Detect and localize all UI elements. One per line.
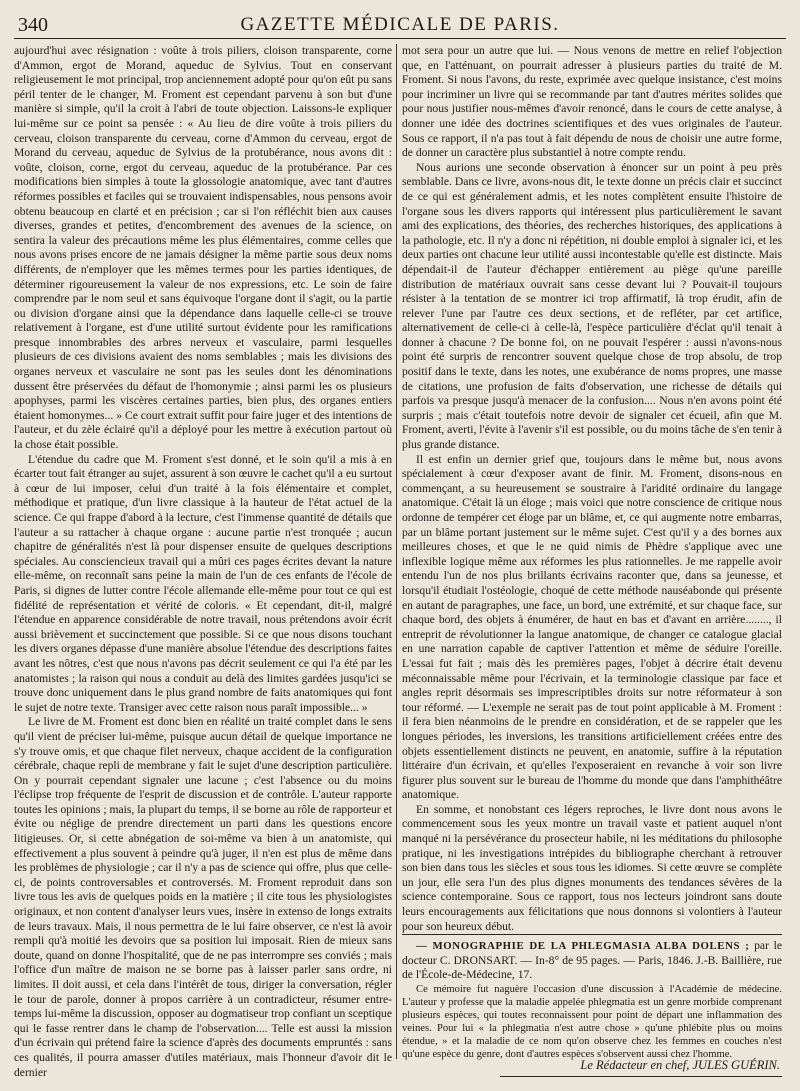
right-paragraph-4: En somme, et nonobstant ces légers reproches, le livre dont nous avons le commencement sous les yeux montre un travail vaste et patient auquel n'ont manqué ni la persévérance du prosecteur habile, ni les méditations du philosophe pratique, ni les investigations intrépides du bibliographe cherchant à retrouver son bien dans tous les siècles et sous tous les idiomes. Si cette œuvre se complète un jour, elle sera l'un des plus dignes monuments des tendances sévères de la science contemporaine. Sous ce rapport, tous nos lecteurs joindront sans doute leurs encouragements aux félicitations que nous donnons si volontiers à l'auteur pour son heureux début. [402, 802, 782, 933]
review-heading [402, 934, 782, 983]
left-paragraph-2: L'étendue du cadre que M. Froment s'est donné, et le soin qu'il a mis à en écarter tout fait étranger au sujet, assurent à son œuvre le cachet qu'il a eu surtout à cœur de lui imposer, celui d'un traité à la fois élémentaire et complet, méthodique et pratique, d'un livre classique à la hauteur de l'état actuel de la science. Ce qui frappe d'abord à la lecture, c'est l'immense quantité de détails que l'auteur a su rattacher à chaque organe : aucune partie n'est tronquée ; aucun chapitre de généralités n'est là pour dispenser ensuite de quelques descriptions spéciales. Au consciencieux travail qui a mûri ces pages écrites devant la nature elle-même, on reconnaît sans peine la main de l'un de ces enfants de l'école de Paris, si dignes de lutter contre l'école allemande elle-même pour tout ce qui est fidélité de représentation et vérité de coloris. « Et cependant, dit-il, malgré l'étendue en apparence considérable de notre travail, nous prétendons avoir écrit aussi brièvement et succinctement que possible. Si ce que nous disons touchant les divers organes dépasse d'une manière absolue l'étendue des descriptions faites avant les nôtres, c'est que nous n'avons pas décrit seulement ce qui l'a été par les anatomistes ; la raison qui nous a conduit au delà des limites gardées jusqu'ici se trouve donc uniquement dans le plus grand nombre de faits anatomiques qui font le sujet de notre texte. Transiger avec cette raison nous paraît impossible... » [14, 452, 392, 714]
right-paragraph-2: Nous aurions une seconde observation à énoncer sur un point à peu près semblable. Dans ce livre, avons-nous dit, le texte donne un précis clair et succinct de ce qui est généralement admis, et les notes complètent ensuite l'histoire de l'organe sous les divers rapports qui intéressent plus particulièrement le savant ami des explications, des théories, des recherches historiques, des applications à la pathologie, etc. Il n'y a donc ni répétition, ni double emploi à signaler ici, et les deux parties ont chacune leur utilité aussi incontestable qu'elle est distincte. Mais dépendait-il de l'auteur d'échapper entièrement au piège qu'une pareille distribution de matériaux ouvrait sans cesse devant lui ? Pouvait-il toujours résister à la tentation de se montrer ici trop affirmatif, là trop érudit, afin de relever l'une par l'autre ces deux sections, et de refléter, par cet artifice, alternativement de celle-ci à celle-là, l'espèce particulière d'éclat qu'il tenait à donner à chacune ? De bonne foi, on ne pouvait l'espérer : aussi n'avons-nous point été surpris de rencontrer souvent quelque chose de trop absolu, de trop positif dans le texte, dans les notes, une exubérance de noms propres, une masse de citations, une profusion de faits d'observation, une richesse de détails qui parfois va presque jusqu'à menacer de la confusion.... Nous n'en avons point été surpris ; mais c'était toutefois notre devoir de signaler cet écueil, afin que M. Froment, averti, l'évite à l'avenir s'il est possible, ou du moins tâche de s'en tenir à plus grande distance. [402, 160, 782, 452]
left-paragraph-1: aujourd'hui avec résignation : voûte à trois piliers, cloison transparente, corne d'Ammon, ergot de Morand, aqueduc de Sylvius. Tout en conservant religieusement le mot principal, trop anciennement adopté pour qu'on eût pu sans péril tenter de le changer, M. Froment est cependant parvenu à son but d'une manière si simple, qu'il la croit à l'abri de toute objection. Laissons-le expliquer lui-même sur ce point sa pensée : « Au lieu de dire voûte à trois piliers du cerveau, cloison transparente du cerveau, corne d'Ammon du cerveau, ergot de Morand du cerveau, aqueduc de Sylvius de la protubérance, nous avons dit : voûte, cloison, corne, ergot du cerveau, aqueduc de la protubérance. Par ces modifications bien simples à toute la glossologie anatomique, avec tant d'autres réformes possibles et faciles qui se trouvaient indispensables, nous pensons avoir obtenu beaucoup en clarté et en précision ; car si l'on réfléchit bien aux causes diverses, grandes et petites, d'encombrement des avenues de la science, on sentira la valeur des précautions même les plus élémentaires, comme celles que nous avons prises encore de ne jamais désigner la même partie sous deux noms différents, de n'employer que les mêmes termes pour les parties identiques, de déterminer rigoureusement la valeur de nos expressions, etc. Le soin de faire comprendre par le nom seul et sans équivoque l'organe dont il s'agit, ou la partie ou division d'organe ainsi que la dépendance dans laquelle celle-ci se trouve relativement à l'organe, est d'une utilité surtout évidente pour les ramifications presque innombrables des arbres nerveux et vasculaire, parmi lesquelles plusieurs de ces divisions avaient des noms semblables ; mais les divisions des organes nerveux et vasculaire ne sont pas les seules dont les dénominations dussent être préservées du défaut de l'homonymie ; ainsi parmi les os plusieurs apophyses, parmi les viscères certaines parties, bien plus, des organes entiers étaient homonymes... » Ce court extrait suffit pour faire juger et des intentions de l'auteur, et du zèle éclairé qu'il a déployé pour les mettre à exécution partout où la chose était possible. [14, 44, 392, 452]
bottom-rule [500, 1076, 782, 1077]
left-column [14, 44, 392, 1079]
page-number: 340 [18, 14, 48, 36]
page-header [14, 12, 786, 39]
right-paragraph-1: mot sera pour un autre que lui. — Nous venons de mettre en relief l'objection que, en l'atténuant, on pourrait adresser à plusieurs parties du traité de M. Froment. Si nous l'avons, du reste, exprimée avec quelque insistance, c'est moins pour incriminer un livre qui se recommande par tant d'autres mérites solides que pour nous justifier nous-mêmes d'avoir renoncé, dans le cours de cette analyse, à donner une idée des doctrines scientifiques et des vues originales de l'auteur. Sous ce rapport, il n'a pas tout à fait dépendu de nous de choisir une autre forme, de donner un caractère plus substantiel à notre compte rendu. [402, 44, 782, 160]
review-paragraph: Ce mémoire fut naguère l'occasion d'une discussion à l'Académie de médecine. L'auteur y professe que la maladie appelée phlegmatia est un genre morbide comprenant plusieurs espèces, qui toutes reconnaissent pour point de départ une inflammation des veines. Pour lui « la phlegmatia n'est autre chose » qu'une phlébite plus ou moins étendue, » et la maladie de ce nom qu'on observe chez les femmes en couches n'est qu'une espèce du genre, dont d'autres espèces s'observent aussi chez l'homme. [402, 984, 782, 1060]
right-column [402, 44, 783, 1060]
right-paragraph-3: Il est enfin un dernier grief que, toujours dans le même but, nous avons spécialement à cœur d'exposer avant de finir. M. Froment, disons-nous en commençant, a su heureusement se soustraire à l'aridité ordinaire du langage anatomique. C'était là un éloge ; mais voici que notre conscience de critique nous ordonne de tempérer cet éloge par un blâme, et, ce qui augmente notre embarras, par un blâme portant justement sur le même sujet. C'est qu'il y a des bornes aux meilleures choses, et que le ne quid nimis de Phèdre s'applique avec une inflexible logique même aux réformes les plus rationnelles. Je me rappelle avoir entendu l'un de nos plus brillants écrivains raconter que, dans sa jeunesse, et lorsqu'il étudiait l'ostéologie, choqué de cette méthode nauséabonde qui présente en autant de paragraphes, une face, un bord, une extrémité, et sur chaque face, sur chaque bord, des objets à énumérer, de haut en bas et d'avant en arrière........, il entreprit de révolutionner la langue anatomique, de changer ce catalogue glacial en une narration capable de captiver l'attention et même de séduire l'oreille. L'essai fut fait ; mais dès les premières pages, l'objet à décrire était devenu méconnaissable même pour l'écrivain, et la terminologie classique par face et angles reprit désormais ses imprescriptibles droits sur notre réformateur à son tour réformé. — L'exemple ne serait pas de tout point applicable à M. Froment : il fera bien néanmoins de le prendre en considération, et de se rappeler que les longues périodes, les inversions, les transitions artificiellement créées entre des objets essentiellement distincts ne peuvent, en anatomie, suffire à la réputation littéraire d'un écrivain, et qu'elles l'exposeraient en revanche à voir son livre figurer plus souvent sur le bureau de l'homme du monde que dans l'amphithéâtre anatomique. [402, 452, 782, 802]
running-title: GAZETTE MÉDICALE DE PARIS. [240, 14, 560, 35]
editor-signature: Le Rédacteur en chef, JULES GUÉRIN. [580, 1058, 780, 1072]
review-bibliographic-info: par le docteur C. DRONSART. — In-8° de 95 pages. — Paris, 1846. J.-B. Baillière, rue de l'École-de-Médecine, 17. [402, 939, 783, 982]
column-divider [396, 44, 397, 1059]
review-title: — MONOGRAPHIE DE LA PHLEGMASIA ALBA DOLENS ; [416, 940, 750, 953]
left-paragraph-3: Le livre de M. Froment est donc bien en réalité un traité complet dans le sens qu'il vient de préciser lui-même, puisque aucun détail de quelque importance ne s'y trouve omis, et que chaque filet nerveux, chaque accident de la configuration cérébrale, chaque repli de membrane y fait le sujet d'une description particulière. On y pourrait cependant signaler une lacune ; c'est l'absence ou du moins l'éclipse trop fréquente de l'esprit de discussion et de contrôle. L'auteur rapporte toutes les opinions ; mais, la plupart du temps, il se borne au rôle de rapporteur et évite ou néglige de prendre directement un parti dans les questions encore litigieuses. Or, si cette abnégation de soi-même va bien à un anatomiste, qui effectivement a plus souvent à peindre qu'à juger, il n'en est plus de même dans les problèmes de physiologie ; car il n'y a pas de science qui offre, plus que celle-ci, de points controversables et controversés. M. Froment reproduit dans son livre tous les avis de quelques poids en la matière ; il cite tous les physiologistes originaux, et non content d'analyser leurs vues, insère in extenso de longs extraits de leurs travaux. Mais, il nous permettra de le lui faire observer, ce n'est là avoir rempli qu'à moitié les devoirs que sa position lui imposait. Rien de mieux sans doute, quand on donne l'hospitalité, que de ne pas interrompre ses conviés ; mais l'office d'un maître de maison ne se borne pas à laisser parler sans ordre, ni limites. Il doit aussi, et cela dans l'intérêt de tous, diriger la conversation, régler le tour de parole, donner à propos carrière à un contradicteur, résumer entre-temps lui-même la discussion, opposer au dogmatiseur trop confiant un sceptique qui le fasse rentrer dans le champ de l'observation.... Telle est aussi la mission d'un écrivain qui prétend faire la science d'après des documents empruntés : sans ces qualités, il pourra amasser d'utiles matériaux, mais l'honneur d'avoir dit le dernier [14, 715, 392, 1079]
